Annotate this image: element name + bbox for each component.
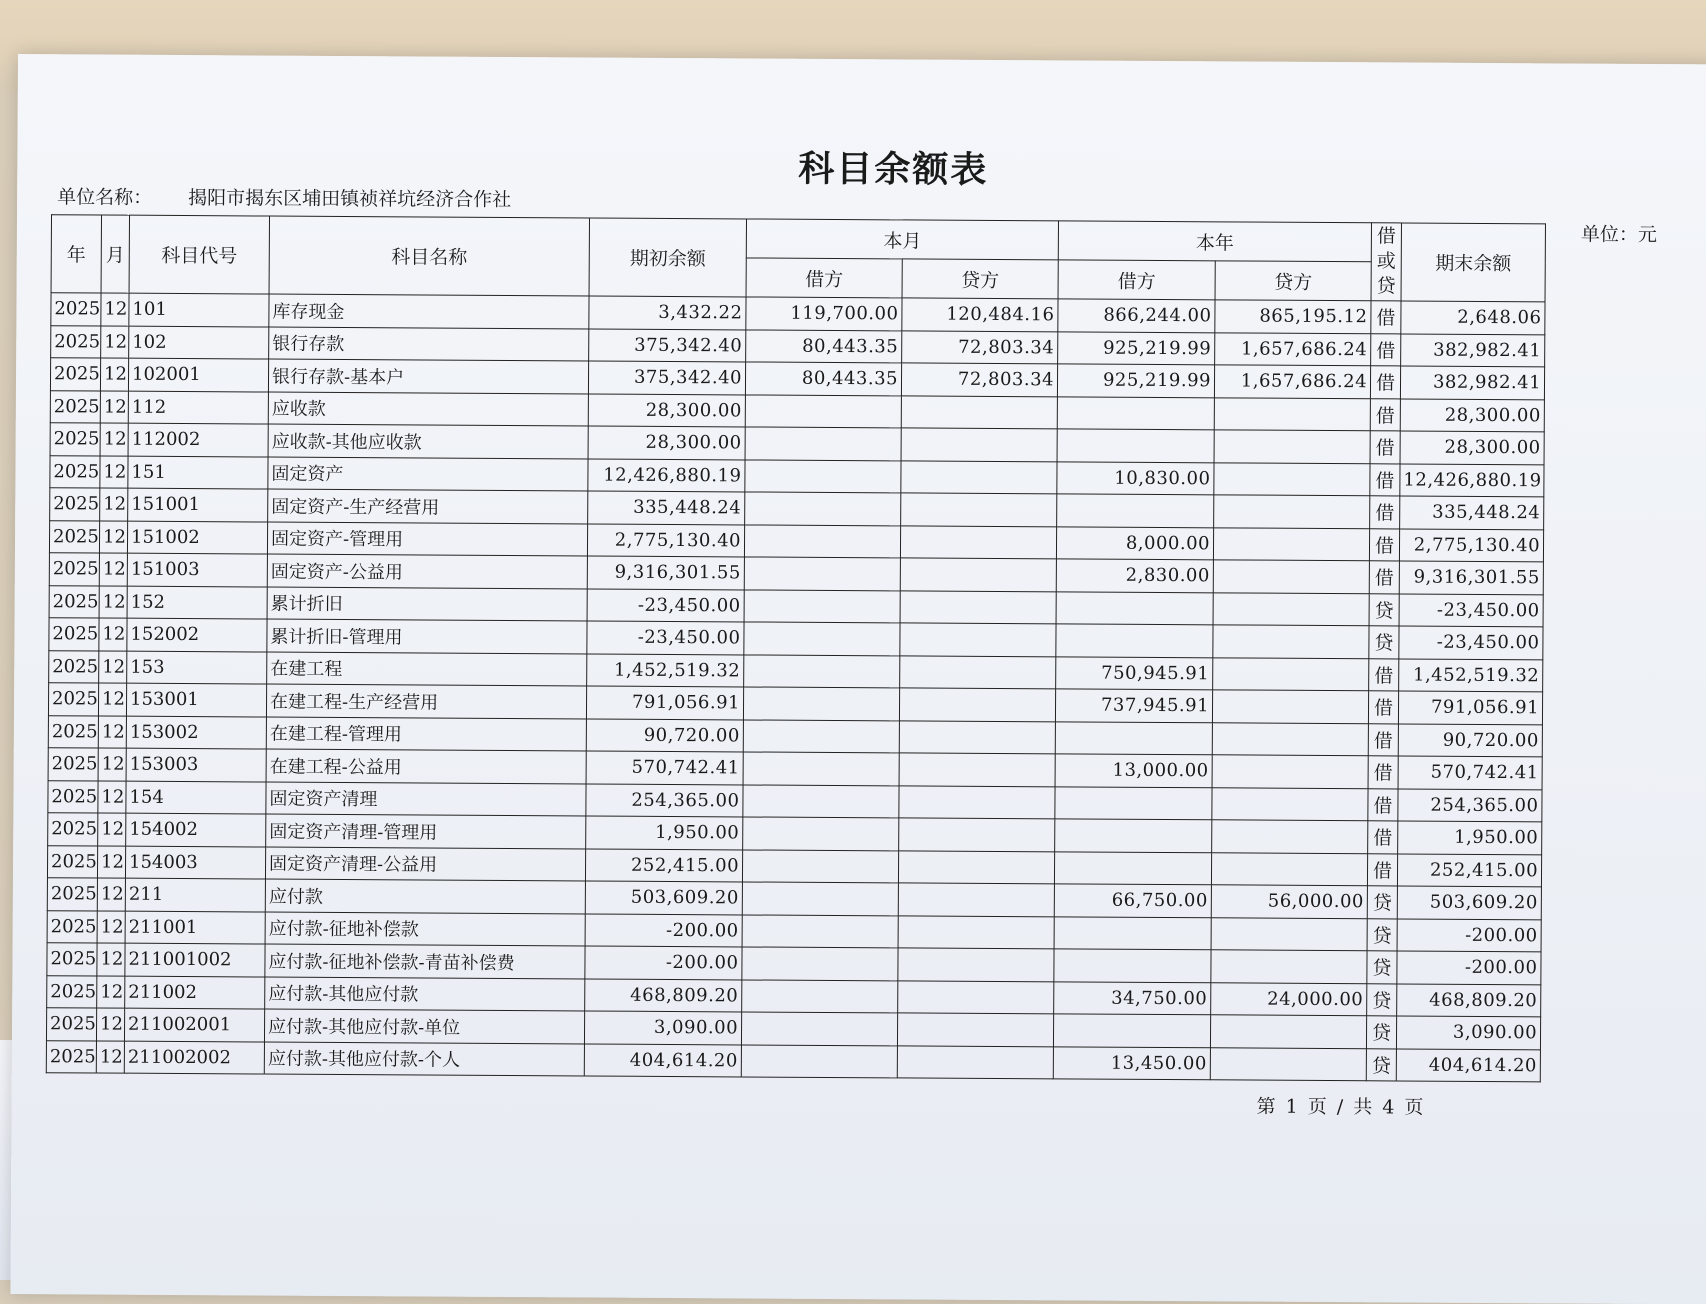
row-month-debit — [744, 589, 900, 622]
row-account-name: 应收款-其他应收款 — [268, 424, 588, 458]
row-account-code: 153001 — [126, 683, 266, 716]
row-month-debit — [742, 882, 898, 915]
row-direction: 借 — [1370, 496, 1400, 529]
row-direction: 贷 — [1366, 1048, 1396, 1081]
row-direction: 贷 — [1367, 983, 1397, 1016]
row-month: 12 — [101, 326, 129, 359]
row-account-code: 101 — [129, 293, 269, 326]
row-account-code: 102001 — [128, 358, 268, 391]
row-year: 2025 — [49, 618, 99, 651]
row-opening-balance: 3,432.22 — [589, 296, 746, 329]
row-opening-balance: 252,415.00 — [585, 848, 742, 881]
row-year-debit — [1057, 396, 1214, 429]
row-closing-balance: 382,982.41 — [1400, 366, 1544, 399]
row-month: 12 — [98, 683, 126, 716]
row-year-credit: 24,000.00 — [1211, 982, 1367, 1015]
row-month-debit — [741, 1044, 897, 1077]
row-closing-balance: 2,648.06 — [1401, 301, 1545, 334]
row-closing-balance: 2,775,130.40 — [1399, 528, 1543, 561]
row-month-debit — [744, 622, 900, 655]
row-month: 12 — [100, 488, 128, 521]
row-month-debit — [744, 654, 900, 687]
row-direction: 借 — [1370, 463, 1400, 496]
row-year: 2025 — [48, 683, 98, 716]
row-year-debit: 8,000.00 — [1056, 526, 1213, 559]
row-year-debit: 925,219.99 — [1057, 364, 1214, 397]
row-year-debit: 2,830.00 — [1056, 559, 1213, 592]
row-year-debit: 737,945.91 — [1055, 689, 1212, 722]
row-month-credit — [898, 850, 1054, 883]
row-month: 12 — [100, 423, 128, 456]
header-closing-balance: 期末余额 — [1401, 223, 1545, 302]
row-year: 2025 — [47, 878, 97, 911]
row-year: 2025 — [50, 423, 100, 456]
row-year-debit — [1056, 624, 1213, 657]
row-year-credit — [1212, 690, 1368, 723]
row-account-name: 应付款-其他应付款 — [265, 977, 585, 1011]
row-year: 2025 — [49, 585, 99, 618]
row-month-debit: 80,443.35 — [746, 329, 902, 362]
row-year: 2025 — [47, 975, 97, 1008]
row-month: 12 — [99, 553, 127, 586]
row-closing-balance: 90,720.00 — [1398, 723, 1542, 756]
row-month: 12 — [97, 878, 125, 911]
row-year-debit: 13,000.00 — [1055, 754, 1212, 787]
row-month-credit — [898, 948, 1054, 981]
row-direction: 贷 — [1369, 593, 1399, 626]
row-account-code: 152 — [127, 586, 267, 619]
row-year-debit — [1057, 429, 1214, 462]
row-month-debit — [745, 459, 901, 492]
row-direction: 借 — [1370, 431, 1400, 464]
row-closing-balance: -23,450.00 — [1399, 626, 1543, 659]
row-account-code: 211001 — [125, 911, 265, 944]
row-year-credit — [1213, 625, 1369, 658]
row-year-credit — [1212, 820, 1368, 853]
row-account-code: 151001 — [128, 488, 268, 521]
row-direction: 借 — [1370, 366, 1400, 399]
row-account-name: 在建工程-生产经营用 — [266, 684, 586, 718]
row-year: 2025 — [50, 488, 100, 521]
header-direction-3: 贷 — [1376, 275, 1396, 298]
row-month-debit — [744, 557, 900, 590]
row-month-credit — [900, 558, 1056, 591]
row-year: 2025 — [51, 325, 101, 358]
row-opening-balance: 375,342.40 — [589, 328, 746, 361]
row-month: 12 — [99, 586, 127, 619]
row-closing-balance: 252,415.00 — [1397, 853, 1541, 886]
header-this-month: 本月 — [746, 219, 1058, 260]
row-month-debit — [741, 1012, 897, 1045]
row-account-name: 累计折旧-管理用 — [267, 619, 587, 653]
row-direction: 贷 — [1367, 951, 1397, 984]
row-account-name: 固定资产-生产经营用 — [268, 489, 588, 523]
row-opening-balance: 791,056.91 — [586, 686, 743, 719]
row-month-credit — [900, 525, 1056, 558]
report-title: 科目余额表 — [798, 148, 989, 191]
row-year: 2025 — [49, 520, 99, 553]
row-opening-balance: 375,342.40 — [588, 361, 745, 394]
row-month-credit — [900, 623, 1056, 656]
row-month-credit — [897, 1013, 1053, 1046]
header-opening-balance: 期初余额 — [589, 218, 746, 297]
row-month-credit — [897, 1045, 1053, 1078]
row-direction: 贷 — [1367, 886, 1397, 919]
row-month: 12 — [99, 651, 127, 684]
currency-unit: 单位：元 — [1580, 223, 1657, 247]
header-direction — [1371, 223, 1401, 301]
row-opening-balance: 1,950.00 — [586, 816, 743, 849]
row-account-code: 211002001 — [124, 1008, 264, 1041]
row-month: 12 — [97, 975, 125, 1008]
row-account-code: 151002 — [127, 521, 267, 554]
row-closing-balance: 382,982.41 — [1401, 333, 1545, 366]
row-year-debit: 13,450.00 — [1053, 1046, 1210, 1079]
row-month: 12 — [100, 358, 128, 391]
row-year-credit — [1212, 787, 1368, 820]
row-month-credit — [899, 753, 1055, 786]
row-closing-balance: 1,950.00 — [1398, 821, 1542, 854]
row-year: 2025 — [49, 553, 99, 586]
row-account-code: 153 — [127, 651, 267, 684]
row-year-credit — [1211, 852, 1367, 885]
row-direction: 借 — [1371, 301, 1401, 334]
row-month: 12 — [97, 911, 125, 944]
row-year-debit — [1054, 851, 1211, 884]
row-account-name: 固定资产清理-公益用 — [265, 847, 585, 881]
row-year-debit: 750,945.91 — [1056, 656, 1213, 689]
row-year: 2025 — [47, 943, 97, 976]
row-year-debit: 66,750.00 — [1054, 884, 1211, 917]
row-account-code: 211 — [125, 878, 265, 911]
row-month-credit — [900, 655, 1056, 688]
row-year-debit: 866,244.00 — [1058, 299, 1215, 332]
row-closing-balance: 570,742.41 — [1398, 756, 1542, 789]
row-account-code: 211001002 — [125, 943, 265, 976]
row-direction: 借 — [1368, 723, 1398, 756]
row-year-credit: 865,195.12 — [1215, 300, 1371, 333]
row-opening-balance: 9,316,301.55 — [587, 556, 744, 589]
row-direction: 借 — [1369, 658, 1399, 691]
row-year-credit — [1212, 755, 1368, 788]
row-month: 12 — [97, 846, 125, 879]
row-account-code: 154 — [126, 781, 266, 814]
row-account-name: 累计折旧 — [267, 587, 587, 621]
row-closing-balance: 468,809.20 — [1397, 983, 1541, 1016]
row-opening-balance: 3,090.00 — [584, 1011, 741, 1044]
row-month-credit: 72,803.34 — [901, 363, 1057, 396]
row-year: 2025 — [46, 1040, 96, 1073]
row-account-name: 固定资产 — [268, 457, 588, 491]
row-closing-balance: 12,426,880.19 — [1400, 463, 1544, 496]
row-month: 12 — [98, 813, 126, 846]
row-direction: 借 — [1370, 398, 1400, 431]
row-month-debit — [745, 427, 901, 460]
row-month-credit — [901, 395, 1057, 428]
row-account-name: 应付款-其他应付款-个人 — [264, 1042, 584, 1076]
row-year-credit — [1214, 430, 1370, 463]
row-month-credit — [898, 915, 1054, 948]
row-year-credit — [1210, 1047, 1366, 1080]
row-closing-balance: 254,365.00 — [1398, 788, 1542, 821]
row-month-credit — [899, 785, 1055, 818]
row-opening-balance: 404,614.20 — [584, 1043, 741, 1076]
row-opening-balance: 1,452,519.32 — [587, 653, 744, 686]
row-direction: 借 — [1368, 691, 1398, 724]
header-year: 年 — [51, 215, 101, 293]
row-account-code: 151003 — [127, 553, 267, 586]
row-month-credit — [899, 720, 1055, 753]
row-month: 12 — [100, 456, 128, 489]
row-closing-balance: 28,300.00 — [1400, 398, 1544, 431]
row-account-code: 112002 — [128, 423, 268, 456]
row-month-debit — [745, 394, 901, 427]
row-month-credit — [901, 428, 1057, 461]
row-account-name: 银行存款-基本户 — [268, 359, 588, 393]
row-direction: 借 — [1368, 821, 1398, 854]
row-direction: 借 — [1369, 528, 1399, 561]
row-year: 2025 — [49, 650, 99, 683]
row-year-debit: 34,750.00 — [1054, 981, 1211, 1014]
row-year-credit — [1210, 1015, 1366, 1048]
row-account-name: 应收款 — [268, 392, 588, 426]
row-year-debit — [1055, 819, 1212, 852]
row-opening-balance: 254,365.00 — [586, 783, 743, 816]
row-opening-balance: -200.00 — [585, 913, 742, 946]
row-year: 2025 — [48, 780, 98, 813]
row-account-code: 151 — [128, 456, 268, 489]
header-month-debit: 借方 — [746, 258, 902, 298]
row-month-debit — [743, 719, 899, 752]
row-closing-balance: 404,614.20 — [1396, 1048, 1540, 1081]
row-month-credit — [901, 460, 1057, 493]
row-month-credit — [898, 883, 1054, 916]
row-year-debit: 925,219.99 — [1058, 331, 1215, 364]
row-opening-balance: 12,426,880.19 — [588, 458, 745, 491]
row-year: 2025 — [48, 748, 98, 781]
row-year-credit — [1212, 722, 1368, 755]
row-month-credit — [899, 818, 1055, 851]
row-direction: 借 — [1371, 333, 1401, 366]
row-account-code: 211002002 — [124, 1041, 264, 1074]
page-indicator: 第 1 页 / 共 4 页 — [1256, 1095, 1426, 1119]
report-sheet — [10, 54, 1706, 1304]
row-opening-balance: 335,448.24 — [588, 491, 745, 524]
row-opening-balance: 468,809.20 — [585, 978, 742, 1011]
row-account-name: 固定资产清理-管理用 — [266, 814, 586, 848]
row-month-debit — [743, 752, 899, 785]
row-account-name: 应付款-征地补偿款-青苗补偿费 — [265, 944, 585, 978]
row-month: 12 — [96, 1008, 124, 1041]
header-account-code: 科目代号 — [129, 215, 269, 294]
header-this-year: 本年 — [1058, 221, 1371, 262]
row-opening-balance: 2,775,130.40 — [587, 523, 744, 556]
row-account-name: 应付款-征地补偿款 — [265, 912, 585, 946]
row-year-credit — [1214, 462, 1370, 495]
row-closing-balance: 3,090.00 — [1396, 1016, 1540, 1049]
row-account-name: 在建工程-公益用 — [266, 749, 586, 783]
row-year-credit: 56,000.00 — [1211, 885, 1367, 918]
row-month: 12 — [98, 781, 126, 814]
row-month-debit — [745, 492, 901, 525]
row-opening-balance: 28,300.00 — [588, 426, 745, 459]
row-closing-balance: 335,448.24 — [1400, 496, 1544, 529]
row-month: 12 — [99, 618, 127, 651]
row-account-name: 在建工程 — [267, 652, 587, 686]
row-month: 12 — [101, 293, 129, 326]
balance-table — [46, 214, 1546, 1082]
organization-label: 单位名称： — [57, 186, 153, 209]
row-year-debit — [1055, 786, 1212, 819]
row-account-name: 应付款-其他应付款-单位 — [264, 1009, 584, 1043]
row-year-credit — [1211, 917, 1367, 950]
row-year-debit: 10,830.00 — [1057, 461, 1214, 494]
row-account-code: 112 — [128, 391, 268, 424]
row-year-credit — [1213, 657, 1369, 690]
header-year-debit: 借方 — [1058, 260, 1215, 300]
row-account-code: 152002 — [127, 618, 267, 651]
row-closing-balance: -200.00 — [1397, 951, 1541, 984]
table-header — [51, 215, 1545, 302]
row-year: 2025 — [47, 910, 97, 943]
row-year-debit — [1056, 591, 1213, 624]
row-month: 12 — [99, 521, 127, 554]
row-direction: 贷 — [1366, 1016, 1396, 1049]
row-year: 2025 — [51, 293, 101, 326]
row-account-name: 在建工程-管理用 — [266, 717, 586, 751]
row-direction: 贷 — [1367, 918, 1397, 951]
row-account-name: 银行存款 — [269, 327, 589, 361]
header-month-credit: 贷方 — [902, 259, 1058, 299]
row-month-debit — [743, 687, 899, 720]
row-month: 12 — [96, 1040, 124, 1073]
row-opening-balance: -23,450.00 — [587, 588, 744, 621]
row-closing-balance: 791,056.91 — [1398, 691, 1542, 724]
row-account-name: 应付款 — [265, 879, 585, 913]
row-year-debit — [1053, 1014, 1210, 1047]
header-direction-2: 或 — [1376, 250, 1396, 273]
row-closing-balance: 1,452,519.32 — [1399, 658, 1543, 691]
row-year: 2025 — [48, 813, 98, 846]
row-month-debit — [742, 914, 898, 947]
row-closing-balance: -200.00 — [1397, 918, 1541, 951]
row-year-credit — [1213, 560, 1369, 593]
row-month-debit — [744, 524, 900, 557]
header-account-name: 科目名称 — [269, 216, 589, 296]
row-account-name: 库存现金 — [269, 294, 589, 328]
row-month: 12 — [100, 391, 128, 424]
organization-name: 揭阳市揭东区埔田镇祯祥坑经济合作社 — [188, 187, 512, 212]
header-year-credit: 贷方 — [1215, 261, 1371, 301]
row-closing-balance: -23,450.00 — [1399, 593, 1543, 626]
row-closing-balance: 28,300.00 — [1400, 431, 1544, 464]
row-month-credit — [901, 493, 1057, 526]
row-account-code: 153003 — [126, 748, 266, 781]
row-year-credit: 1,657,686.24 — [1215, 332, 1371, 365]
row-account-name: 固定资产-公益用 — [267, 554, 587, 588]
row-month-debit: 80,443.35 — [745, 362, 901, 395]
row-year-debit — [1055, 721, 1212, 754]
row-account-code: 153002 — [126, 716, 266, 749]
row-year: 2025 — [50, 390, 100, 423]
row-opening-balance: 503,609.20 — [585, 881, 742, 914]
row-direction: 借 — [1367, 853, 1397, 886]
table-body — [46, 293, 1545, 1082]
row-account-code: 102 — [129, 326, 269, 359]
row-month-debit — [742, 849, 898, 882]
row-month-credit — [899, 688, 1055, 721]
row-opening-balance: 90,720.00 — [586, 718, 743, 751]
row-year-debit — [1057, 494, 1214, 527]
row-year-credit — [1213, 527, 1369, 560]
row-month-credit — [898, 980, 1054, 1013]
row-direction: 借 — [1368, 788, 1398, 821]
row-year: 2025 — [46, 1008, 96, 1041]
organization-line — [57, 182, 511, 212]
row-year: 2025 — [50, 455, 100, 488]
row-month-credit: 120,484.16 — [902, 298, 1058, 331]
row-direction: 借 — [1369, 561, 1399, 594]
row-opening-balance: -23,450.00 — [587, 621, 744, 654]
row-year-credit — [1211, 950, 1367, 983]
row-year: 2025 — [47, 845, 97, 878]
row-account-code: 154003 — [125, 846, 265, 879]
row-direction: 贷 — [1369, 626, 1399, 659]
row-month: 12 — [97, 943, 125, 976]
row-account-name: 固定资产-管理用 — [267, 522, 587, 556]
header-direction-1: 借 — [1376, 225, 1397, 248]
row-closing-balance: 9,316,301.55 — [1399, 561, 1543, 594]
row-month: 12 — [98, 716, 126, 749]
row-year-credit — [1213, 592, 1369, 625]
row-account-name: 固定资产清理 — [266, 782, 586, 816]
row-month-debit — [742, 979, 898, 1012]
row-year-credit: 1,657,686.24 — [1214, 365, 1370, 398]
row-closing-balance: 503,609.20 — [1397, 886, 1541, 919]
row-year: 2025 — [50, 358, 100, 391]
row-month-debit: 119,700.00 — [746, 297, 902, 330]
header-month: 月 — [101, 215, 129, 293]
row-opening-balance: -200.00 — [585, 946, 742, 979]
row-year-credit — [1214, 495, 1370, 528]
row-account-code: 211002 — [125, 976, 265, 1009]
row-month-debit — [742, 947, 898, 980]
row-account-code: 154002 — [126, 813, 266, 846]
row-month-credit — [900, 590, 1056, 623]
row-opening-balance: 570,742.41 — [586, 751, 743, 784]
row-opening-balance: 28,300.00 — [588, 393, 745, 426]
row-year-debit — [1054, 949, 1211, 982]
row-month-debit — [743, 817, 899, 850]
row-month-debit — [743, 784, 899, 817]
row-direction: 借 — [1368, 756, 1398, 789]
row-month-credit: 72,803.34 — [902, 330, 1058, 363]
row-year-credit — [1214, 397, 1370, 430]
row-month: 12 — [98, 748, 126, 781]
row-year-debit — [1054, 916, 1211, 949]
row-year: 2025 — [48, 715, 98, 748]
